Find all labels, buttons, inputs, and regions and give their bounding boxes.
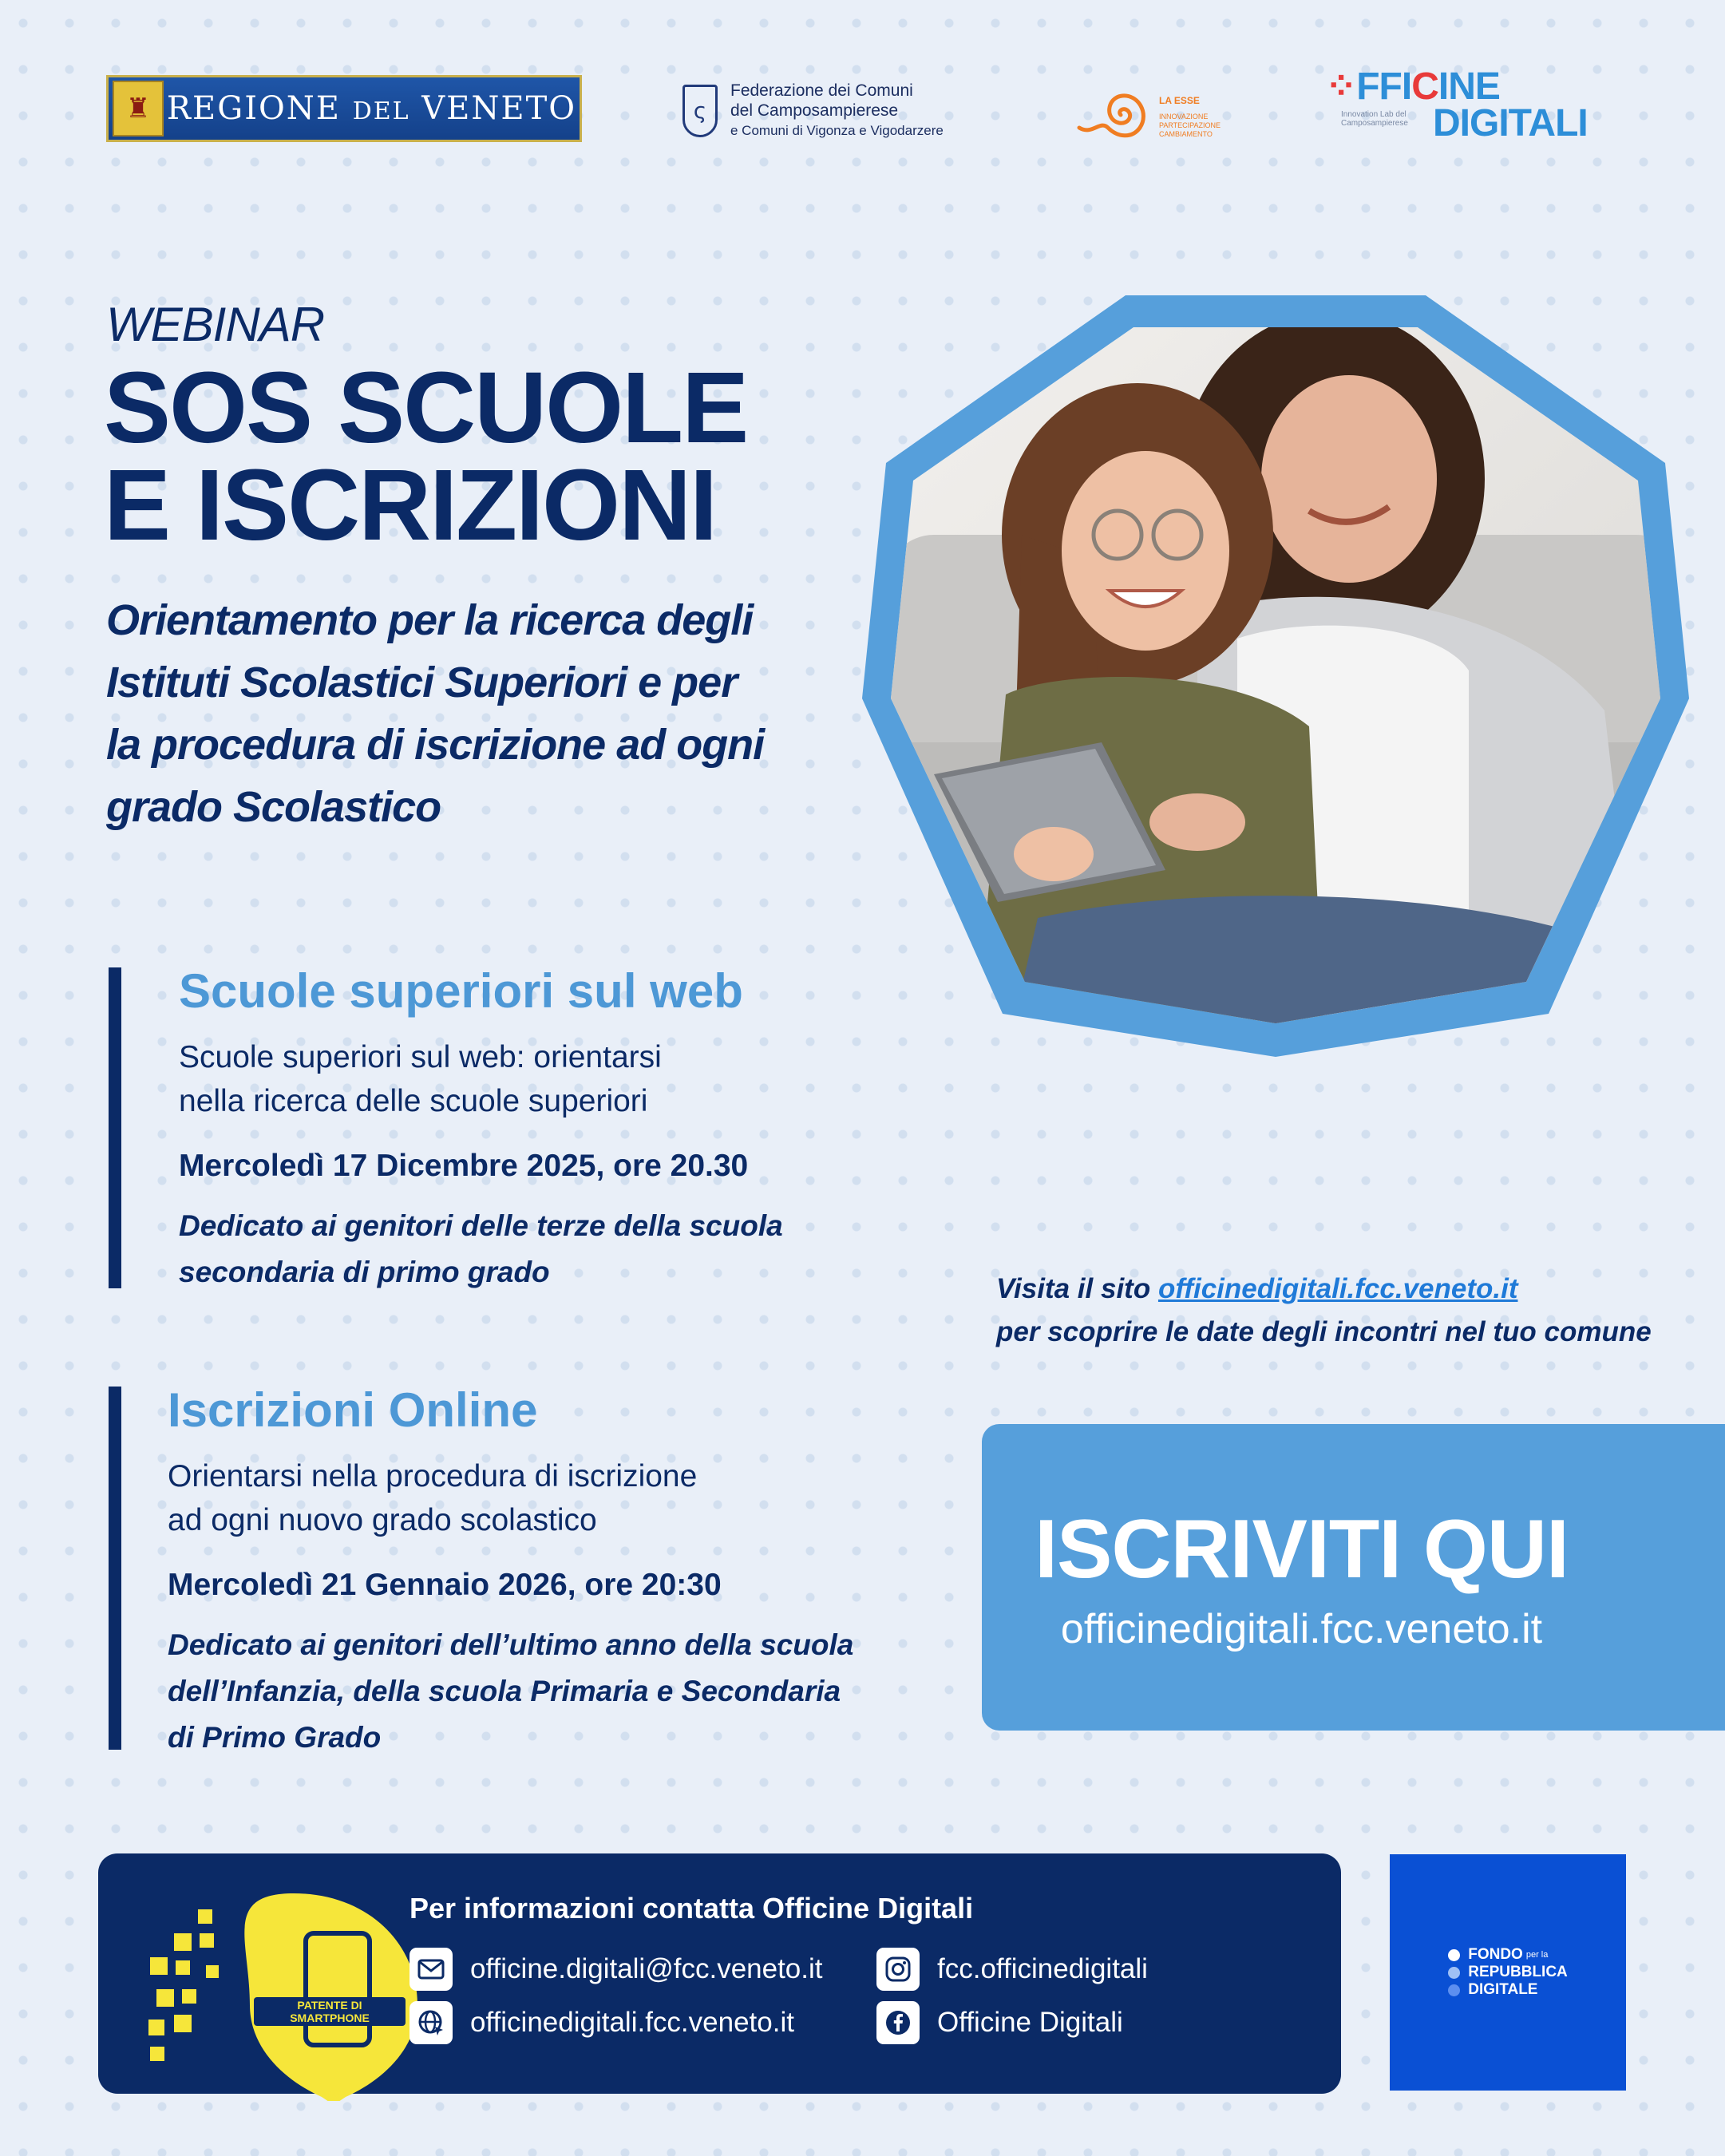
subtitle (106, 589, 825, 838)
event-1-desc-line-1: Scuole superiori sul web: orientarsi (179, 1040, 662, 1074)
lion-emblem-icon: ♜ (113, 81, 164, 136)
visit-line-2: per scoprire le date degli incontri nel tuo comune (996, 1316, 1652, 1347)
officine-digitali-logo (1325, 65, 1622, 152)
event-1-description (179, 1035, 875, 1123)
shield-icon: ς (682, 85, 718, 137)
event-1-desc-line-2: nella ricerca delle scuole superiori (179, 1084, 648, 1118)
subtitle-line-3: la procedura di iscrizione ad ogni (106, 721, 765, 769)
event-scuole-superiori (109, 964, 875, 1288)
event-2-heading: Iscrizioni Online (168, 1383, 538, 1437)
event-1-audience-line-1: Dedicato ai genitori delle terze della scuola (179, 1209, 783, 1242)
page-title (104, 351, 748, 561)
fondo-row-3: DIGITALE (1468, 1981, 1538, 1998)
website-link[interactable]: officinedigitali.fcc.veneto.it (1157, 1273, 1518, 1304)
event-2-desc-line-2: ad ogni nuovo grado scolastico (168, 1503, 597, 1537)
title-line-1: SOS SCUOLE (104, 351, 748, 464)
event-1-audience-line-2: secondaria di primo grado (179, 1256, 550, 1288)
federazione-line-2: del Camposampierese (730, 101, 899, 120)
subtitle-line-1: Orientamento per la ricerca degli (106, 596, 754, 644)
event-1-audience (179, 1203, 875, 1296)
title-line-2: E ISCRIZIONI (104, 449, 717, 561)
hero-photo (862, 295, 1689, 1057)
contact-website[interactable] (409, 2001, 794, 2044)
regione-veneto-wordmark: REGIONE DEL VENETO (166, 90, 577, 127)
federazione-line-1: Federazione dei Comuni (730, 81, 913, 100)
contact-email-text[interactable]: officine.digitali@fcc.veneto.it (470, 1953, 823, 1984)
contact-facebook-text[interactable]: Officine Digitali (937, 2007, 1123, 2038)
subtitle-line-4: grado Scolastico (106, 783, 441, 831)
event-2-audience-line-3: di Primo Grado (168, 1721, 382, 1754)
webinar-kicker: WEBINAR (106, 298, 325, 351)
fondo-row-1: FONDO (1468, 1946, 1523, 1963)
contact-footer (98, 1853, 1341, 2094)
mail-icon (409, 1948, 453, 1991)
esse-tagline-3: CAMBIAMENTO (1159, 129, 1213, 138)
officine-wordmark-row1: ⁘FFICINE (1325, 65, 1500, 108)
visit-prefix: Visita il sito (996, 1273, 1158, 1304)
contact-facebook[interactable] (876, 2001, 1123, 2044)
visit-site-note (996, 1268, 1683, 1354)
footer-title: Per informazioni contatta Officine Digitali (409, 1892, 974, 1925)
esse-tagline-2: PARTECIPAZIONE (1159, 121, 1221, 129)
event-2-desc-line-1: Orientarsi nella procedura di iscrizione (168, 1459, 698, 1493)
register-cta-title[interactable]: ISCRIVITI QUI (1035, 1503, 1569, 1596)
event-2-audience-line-2: dell’Infanzia, della scuola Primaria e Secondaria (168, 1675, 841, 1707)
contact-email[interactable] (409, 1948, 823, 1991)
event-2-audience-line-1: Dedicato ai genitori dell’ultimo anno della scuola (168, 1628, 854, 1661)
contact-instagram[interactable] (876, 1948, 1148, 1991)
fondo-repubblica-digitale-logo (1390, 1854, 1626, 2091)
federazione-comuni-logo (682, 77, 1002, 144)
federazione-line-3: e Comuni di Vigonza e Vigodarzere (730, 123, 944, 138)
event-1-date: Mercoledì 17 Dicembre 2025, ore 20.30 (179, 1149, 749, 1183)
fondo-row-2: REPUBBLICA (1468, 1964, 1568, 1980)
mother-daughter-tablet-image (862, 295, 1689, 1057)
spiral-icon (1076, 88, 1154, 145)
event-1-heading: Scuole superiori sul web (179, 964, 743, 1018)
event-2-audience (168, 1622, 875, 1761)
dotted-o-icon: ⁘ (1325, 65, 1357, 108)
la-esse-name: LA ESSE (1159, 94, 1200, 106)
fondo-row-1-small: per la (1525, 1950, 1549, 1960)
patente-label-1: PATENTE DI (297, 1999, 362, 2012)
register-cta-box[interactable] (982, 1424, 1725, 1731)
esse-tagline-1: INNOVAZIONE (1159, 112, 1209, 121)
facebook-icon (876, 2001, 920, 2044)
regione-veneto-logo (106, 75, 582, 142)
contact-instagram-text[interactable]: fcc.officinedigitali (937, 1953, 1148, 1984)
register-cta-url[interactable]: officinedigitali.fcc.veneto.it (1060, 1606, 1543, 1652)
officine-small-text: Innovation Lab del Camposampierese (1341, 110, 1408, 128)
subtitle-line-2: Istituti Scolastici Superiori e per (106, 659, 738, 706)
event-2-date: Mercoledì 21 Gennaio 2026, ore 20:30 (168, 1568, 722, 1602)
patente-label-2: SMARTPHONE (290, 2012, 370, 2024)
instagram-icon (876, 1948, 920, 1991)
officine-wordmark-row2: DIGITALI (1433, 102, 1588, 144)
la-esse-logo (1076, 88, 1252, 145)
contact-website-text[interactable]: officinedigitali.fcc.veneto.it (470, 2007, 794, 2038)
event-iscrizioni-online (109, 1383, 875, 1754)
web-icon (409, 2001, 453, 2044)
event-2-description (168, 1454, 875, 1542)
